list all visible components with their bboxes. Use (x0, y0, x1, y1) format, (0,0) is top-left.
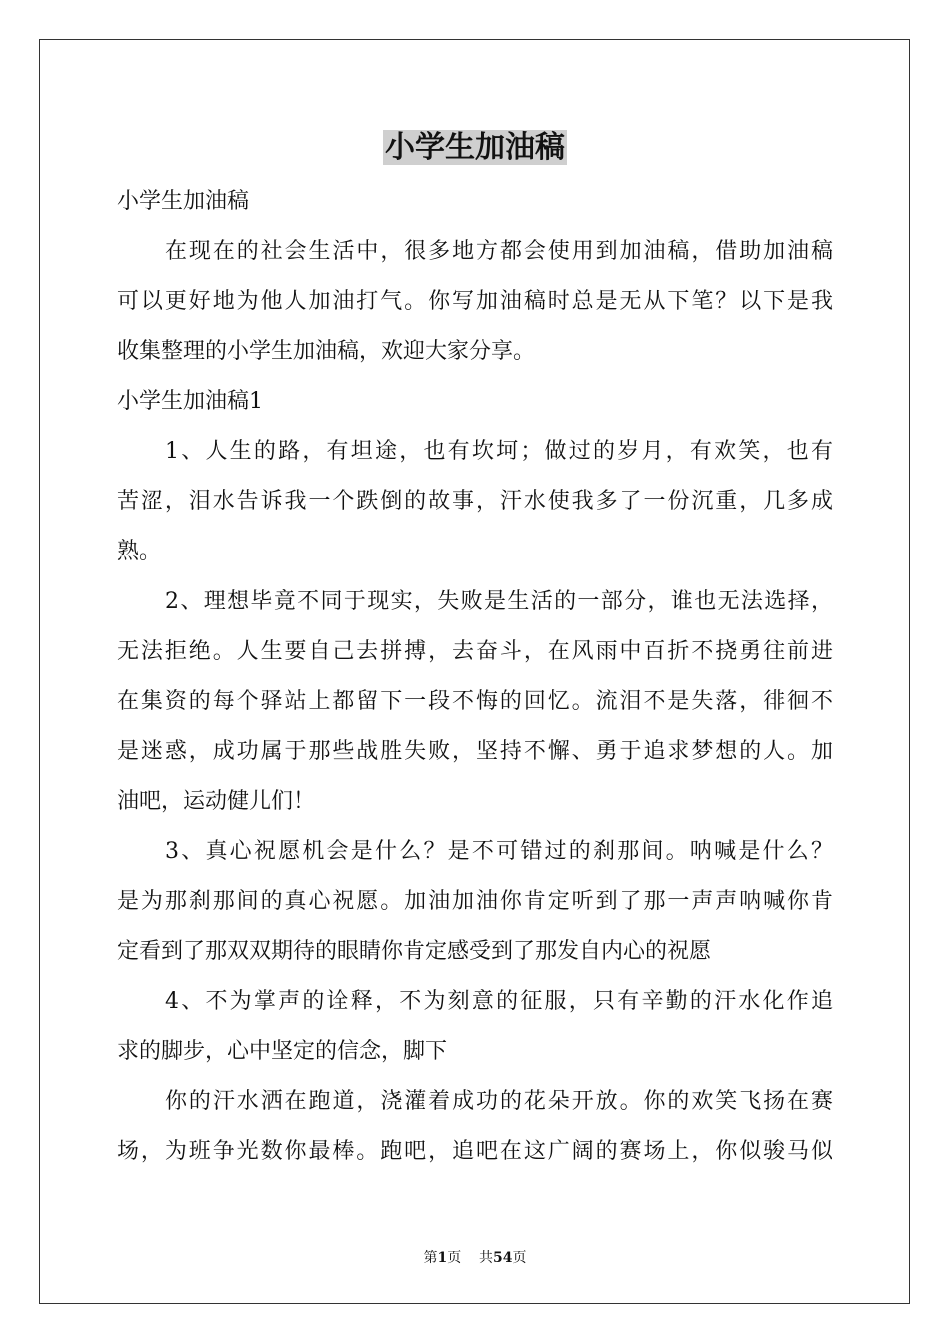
text-line: 3、真心祝愿机会是什么？是不可错过的刹那间。呐喊是什么？ (165, 839, 833, 864)
text-line: 你的汗水洒在跑道，浇灌着成功的花朵开放。你的欢笑飞扬在赛 (165, 1089, 833, 1114)
page-prefix: 第 (423, 1250, 438, 1266)
page-footer (0, 1248, 950, 1268)
text-line: 收集整理的小学生加油稿，欢迎大家分享。 (117, 339, 536, 364)
text-line: 在集资的每个驿站上都留下一段不悔的回忆。流泪不是失落，徘徊不 (117, 689, 833, 714)
text-line: 是为那刹那间的真心祝愿。加油加油你肯定听到了那一声声呐喊你肯 (117, 889, 833, 914)
total-suffix: 页 (512, 1250, 527, 1266)
document-title (0, 128, 950, 168)
text-line: 无法拒绝。人生要自己去拼搏，去奋斗，在风雨中百折不挠勇往前进 (117, 639, 833, 664)
text-line: 场，为班争光数你最棒。跑吧，追吧在这广阔的赛场上，你似骏马似 (117, 1139, 833, 1164)
text-line: 小学生加油稿 (117, 189, 250, 214)
text-line: 在现在的社会生活中，很多地方都会使用到加油稿，借助加油稿 (165, 239, 833, 264)
page-suffix: 页 (447, 1250, 462, 1266)
document-body (117, 177, 833, 1177)
text-line: 苦涩，泪水告诉我一个跌倒的故事，汗水使我多了一份沉重，几多成 (117, 489, 833, 514)
page-number-total: 54 (493, 1250, 513, 1266)
text-line: 小学生加油稿1 (117, 389, 263, 414)
text-line: 1、人生的路，有坦途，也有坎坷；做过的岁月，有欢笑，也有 (165, 439, 833, 464)
text-line: 是迷惑，成功属于那些战胜失败，坚持不懈、勇于追求梦想的人。加 (117, 739, 833, 764)
page-number-current: 1 (437, 1250, 448, 1266)
text-line: 定看到了那双双期待的眼睛你肯定感受到了那发自内心的祝愿 (117, 939, 712, 964)
text-line: 2、理想毕竟不同于现实，失败是生活的一部分，谁也无法选择， (165, 589, 833, 614)
text-line: 4、不为掌声的诠释，不为刻意的征服，只有辛勤的汗水化作追 (165, 989, 833, 1014)
text-line: 油吧，运动健儿们！ (117, 789, 316, 814)
text-line: 可以更好地为他人加油打气。你写加油稿时总是无从下笔？以下是我 (117, 289, 833, 314)
text-line: 熟。 (117, 539, 162, 564)
text-line: 求的脚步，心中坚定的信念，脚下 (117, 1039, 448, 1064)
total-prefix: 共 (479, 1250, 494, 1266)
document-title-text: 小学生加油稿 (385, 130, 565, 165)
